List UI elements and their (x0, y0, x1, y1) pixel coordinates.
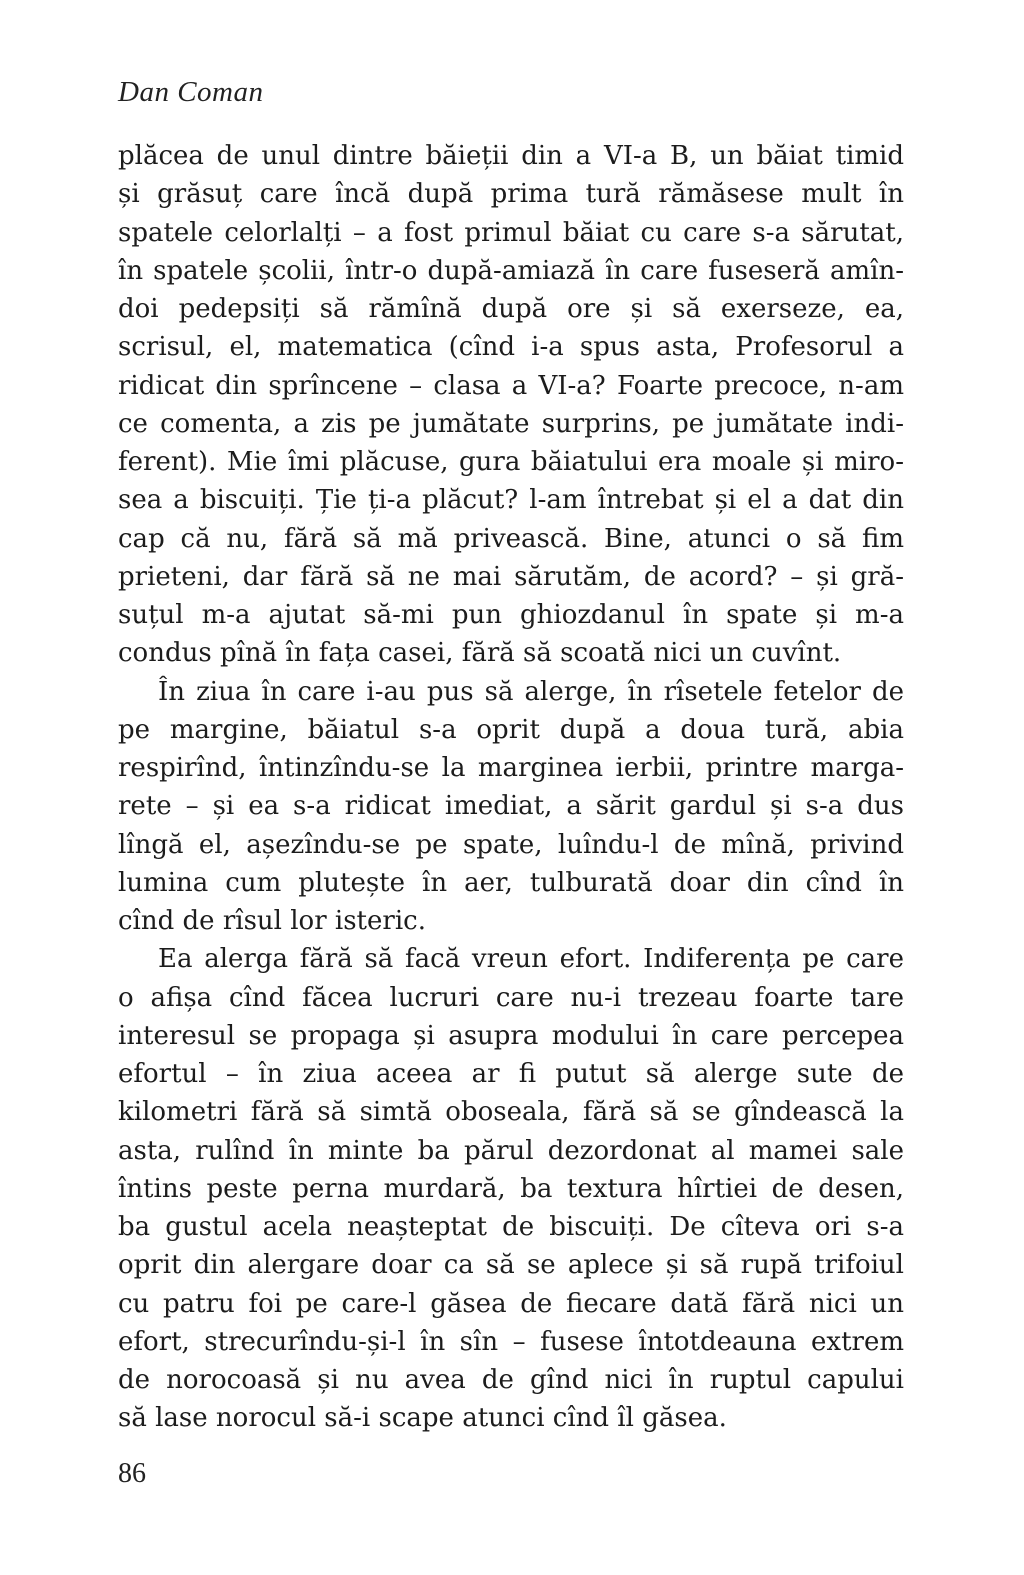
text-line: pe margine, băiatul s-a oprit după a doua tură, abia (118, 714, 904, 745)
text-line: scrisul, el, matematica (cînd i-a spus asta, Profesorul a (118, 332, 904, 363)
text-line: efort, strecurîndu-și-l în sîn – fusese întotdeauna extrem (118, 1326, 904, 1357)
text-line: oprit din alergare doar ca să se aplece și să rupă trifoiul (118, 1250, 904, 1281)
text-line: să lase norocul să-i scape atunci cînd îl găsea. (118, 1403, 727, 1434)
text-line: cînd de rîsul lor isteric. (118, 906, 426, 936)
text-line: interesul se propaga și asupra modului în care percepea (118, 1020, 904, 1051)
text-line: ridicat din sprîncene – clasa a VI-a? Foarte precoce, n-am (118, 370, 904, 401)
text-line: kilometri fără să simtă oboseala, fără să se gîndească la (118, 1097, 904, 1128)
text-line: ba gustul acela neașteptat de biscuiți. De cîteva ori s-a (118, 1212, 904, 1242)
page-number: 86 (118, 1458, 146, 1489)
text-line: prieteni, dar fără să ne mai sărutăm, de acord? – și gră- (118, 561, 904, 592)
text-line: lîngă el, așezîndu-se pe spate, luîndu-l de mînă, privind (118, 829, 904, 860)
text-line: rete – și ea s-a ridicat imediat, a sărit gardul și s-a dus (118, 791, 904, 822)
text-line: cap că nu, fără să mă privească. Bine, atunci o să fim (118, 523, 904, 554)
text-line: suțul m-a ajutat să-mi pun ghiozdanul în spate și m-a (118, 600, 904, 630)
text-line: de norocoasă și nu avea de gînd nici în ruptul capului (118, 1365, 904, 1395)
running-head-author: Dan Coman (118, 76, 264, 108)
text-line: cu patru foi pe care-l găsea de fiecare dată fără nici un (118, 1288, 904, 1319)
text-line: sea a biscuiți. Ție ți-a plăcut? l-am întrebat și el a dat din (118, 485, 904, 516)
text-line: plăcea de unul dintre băieții din a VI-a B, un băiat timid (118, 141, 904, 171)
text-line: ferent). Mie îmi plăcuse, gura băiatului era moale și miro- (118, 447, 904, 477)
text-line: spatele celorlalți – a fost primul băiat cu care s-a sărutat, (118, 217, 904, 248)
text-line: În ziua în care i-au pus să alerge, în rîsetele fetelor de (158, 676, 904, 707)
text-line: respirînd, întinzîndu-se la marginea ierbii, printre marga- (118, 753, 904, 783)
text-line: doi pedepsiți să rămînă după ore și să exerseze, ea, (118, 294, 904, 324)
text-line: asta, rulînd în minte ba părul dezordonat al mamei sale (118, 1135, 904, 1166)
text-line: Ea alerga fără să facă vreun efort. Indiferența pe care (158, 944, 904, 975)
text-line: condus pînă în fața casei, fără să scoată nici un cuvînt. (118, 638, 842, 669)
body-text (118, 137, 904, 1438)
text-line: o afișa cînd făcea lucruri care nu-i trezeau foarte tare (118, 982, 904, 1013)
text-line: în spatele școlii, într-o după-amiază în care fuseseră amîn- (118, 255, 904, 286)
text-line: lumina cum plutește în aer, tulburată doar din cînd în (118, 867, 904, 898)
text-line: efortul – în ziua aceea ar fi putut să alerge sute de (118, 1059, 904, 1089)
text-line: întins peste perna murdară, ba textura hîrtiei de desen, (118, 1173, 904, 1204)
text-line: și grăsuț care încă după prima tură rămăsese mult în (118, 179, 904, 210)
text-line: ce comenta, a zis pe jumătate surprins, pe jumătate indi- (118, 408, 904, 439)
